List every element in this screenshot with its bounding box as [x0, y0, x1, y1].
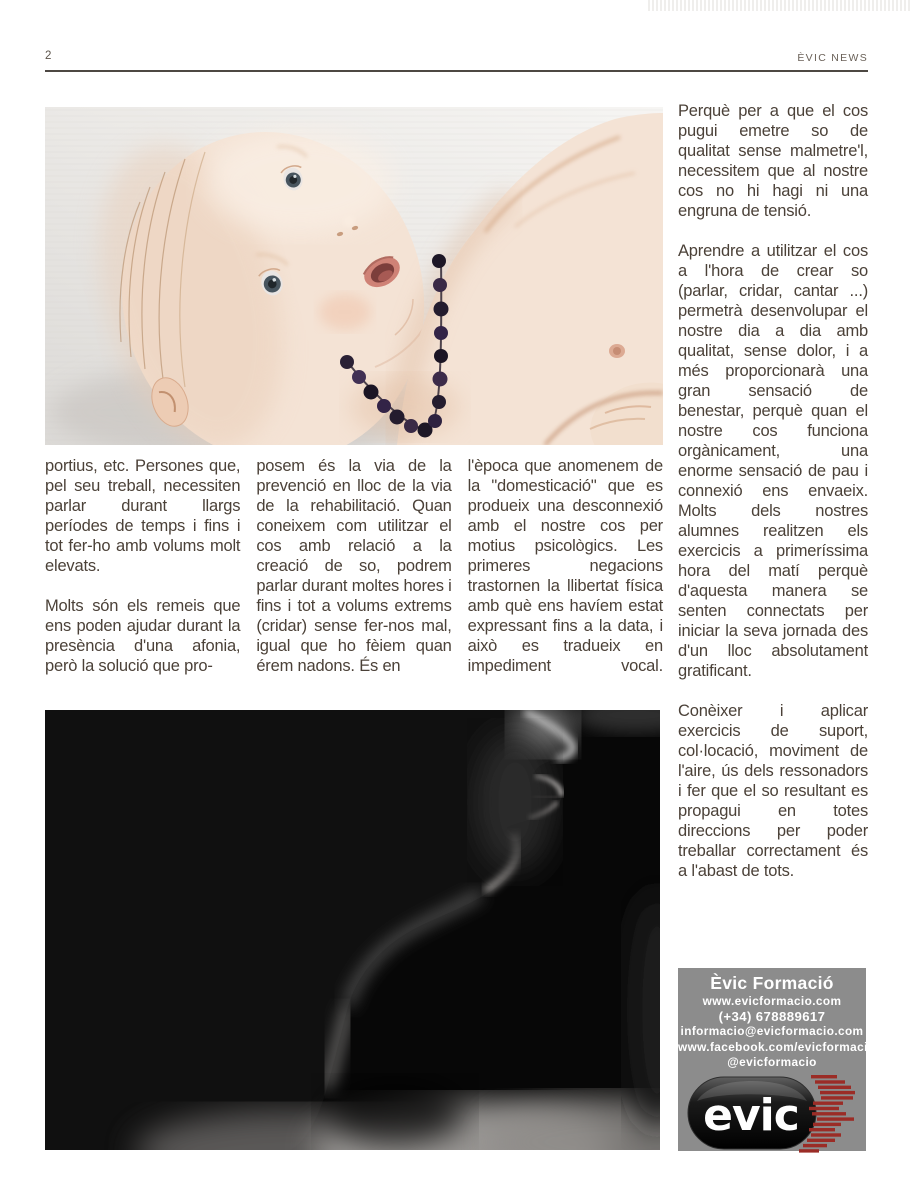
- article-columns: [45, 456, 663, 696]
- paragraph: posem és la via de la prevenció en lloc de la via de la rehabilitació. Quan coneixem com utilitzar el cos amb relació a la creació de so, podrem parlar durant moltes hores i fins i tot a volums extrems (cridar) sense fer-nos mal, igual que ho fèiem quan érem nadons. És en: [256, 457, 452, 675]
- evic-logo-graphic: [687, 1073, 857, 1153]
- paragraph: Molts són els remeis que ens poden ajudar durant la presència d'una afonia, però la solució que pro-: [45, 597, 241, 675]
- paragraph: portius, etc. Persones que, pel seu treball, necessiten parlar durant llargs períodes de temps i fins i tot fer-ho amb volums molt elevats.: [45, 457, 241, 575]
- paragraph: Perquè per a que el cos pugui emetre so de qualitat sense malmetre'l, necessitem que al nostre cos no hi hagi ni una engruna de tensió.: [678, 102, 868, 220]
- page-number: 2: [45, 50, 52, 62]
- article-column-1: [45, 456, 240, 696]
- email-text: informacio@evicformacio.com: [680, 1024, 864, 1039]
- paragraph: Conèixer i aplicar exercicis de suport, col·locació, moviment de l'aire, ús dels ressonadors i fer que el so resultant es propagui en totes direccions per poder treballar correctament és a l'abast de tots.: [678, 702, 868, 880]
- paragraph: Aprendre a utilitzar el cos a l'hora de crear so (parlar, cridar, cantar ...) permetrà desenvolupar el nostre dia a dia amb qualitat, sense dolor, i a més proporcionarà una gran sensació de benestar, perquè quan el nostre cos funciona orgànicament, una enorme sensació de pau i connexió ens envaeix. Molts dels nostres alumnes realitzen els exercicis a primeríssima hora del matí perquè d'aquesta manera se senten connectats per iniciar la seva jornada des d'un lloc absolutament gratificant.: [678, 242, 868, 680]
- phone-text: (+34) 678889617: [718, 1009, 826, 1025]
- masthead-title: ÈVIC NEWS: [797, 52, 868, 64]
- website-text: www.evicformacio.com: [702, 994, 842, 1008]
- header-rule: [45, 70, 868, 72]
- woman-photo-illustration: [45, 710, 660, 1150]
- logo-text: evic: [703, 1090, 799, 1142]
- article-column-3: [468, 456, 663, 696]
- baby-photo-illustration: [45, 107, 663, 445]
- paragraph: l'època que anomenem de la "domesticació" que es produeix una desconnexió amb el nostre cos per motius psicològics. Les primeres negacions trastornen la llibertat física amb què ens havíem estat expressant fins a la data, i això es tradueix en impediment vocal.: [467, 457, 663, 675]
- evic-logo: [678, 1073, 866, 1158]
- contact-title: Èvic Formació: [710, 973, 834, 993]
- baby-nipple: [609, 344, 625, 358]
- woman-profile-photo: [45, 710, 660, 1150]
- sidebar-column: [678, 101, 868, 901]
- baby-photo: [45, 107, 663, 445]
- page-edge-artifact: [648, 0, 912, 11]
- contact-box: [678, 968, 876, 1151]
- facebook-text: www.facebook.com/evicformacio: [678, 1039, 876, 1054]
- cheek-blush: [319, 294, 371, 330]
- social-handle-text: @evicformacio: [727, 1054, 817, 1069]
- article-column-2: [256, 456, 451, 696]
